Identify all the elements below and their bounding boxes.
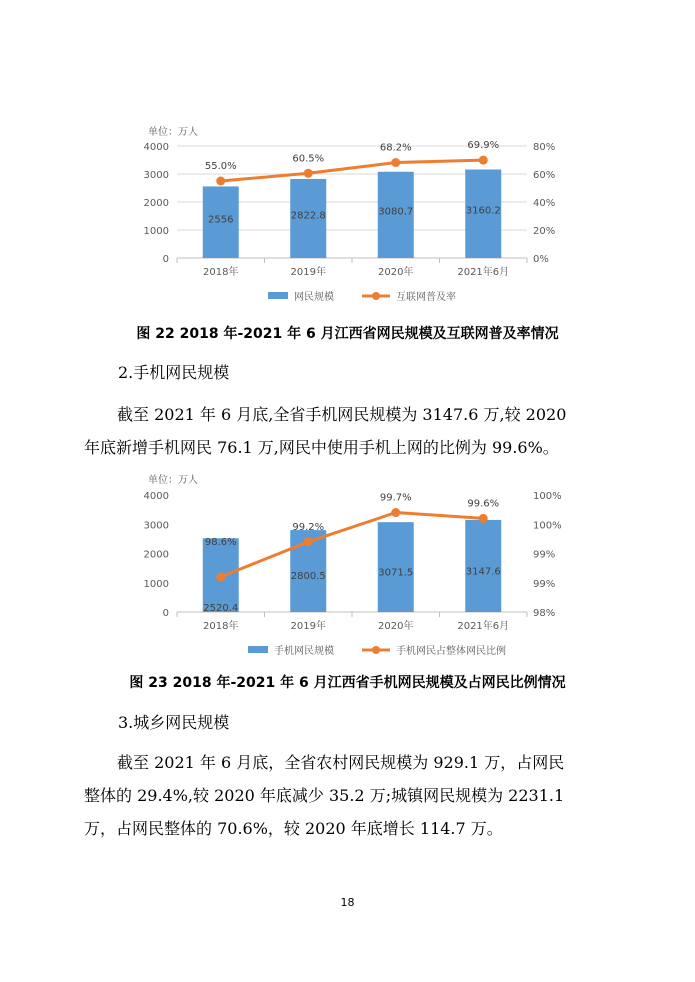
line-point [216, 177, 225, 186]
figure-23-caption: 图 23 2018 年-2021 年 6 月江西省手机网民规模及占网民比例情况 [129, 675, 566, 691]
x-tick-label: 2020年 [378, 267, 414, 278]
line-data-label: 55.0% [204, 161, 237, 172]
line-series [221, 160, 484, 181]
line-data-label: 99.2% [292, 521, 325, 533]
y-tick-label: 4000 [143, 491, 169, 502]
x-tick-label: 2021年6月 [457, 621, 510, 632]
legend-bar-label: 手机网民规模 [274, 646, 334, 657]
line-data-label: 69.9% [467, 140, 500, 152]
chart-mobile-users-svg [0, 468, 695, 668]
y-tick-label: 4000 [143, 142, 169, 153]
section-heading-urban-rural: 3.城乡网民规模 [118, 713, 230, 732]
y-tick-label: 3000 [143, 520, 169, 532]
page-number: 18 [340, 896, 355, 909]
chart-internet-users [0, 118, 695, 318]
y2-tick-label: 99% [533, 549, 556, 561]
y-tick-label: 1000 [143, 578, 169, 590]
y2-tick-label: 100% [533, 520, 562, 532]
legend-line-label: 手机网民占整体网民比例 [396, 646, 506, 657]
bar-data-label: 3147.6 [465, 566, 501, 578]
bar-data-label: 3071.5 [378, 567, 414, 579]
y-tick-label: 2000 [143, 549, 169, 561]
line-data-label: 60.5% [292, 153, 325, 165]
line-data-label: 99.7% [379, 492, 412, 504]
legend-bar-swatch [248, 646, 268, 653]
paragraph-mobile [84, 398, 612, 464]
x-tick-label: 2020年 [378, 621, 414, 632]
legend-line-marker [372, 292, 380, 300]
y2-tick-label: 20% [533, 226, 556, 237]
section-heading-mobile: 2.手机网民规模 [118, 363, 230, 382]
line-point [479, 156, 488, 165]
x-tick-label: 2018年 [203, 621, 239, 632]
figure-22-caption: 图 22 2018 年-2021 年 6 月江西省网民规模及互联网普及率情况 [136, 326, 559, 342]
y-tick-label: 0 [162, 608, 169, 619]
bar-data-label: 2800.5 [290, 571, 326, 583]
chart-mobile-users [0, 468, 695, 668]
paragraph-line: 年底新增手机网民 76.1 万,网民中使用手机上网的比例为 99.6%。 [84, 438, 559, 457]
unit-label: 单位：万人 [148, 475, 198, 486]
line-point [391, 158, 400, 167]
legend-line-label: 互联网普及率 [396, 292, 456, 303]
line-point [216, 572, 225, 581]
y-tick-label: 1000 [143, 226, 169, 237]
paragraph-line: 截至 2021 年 6 月底,全省手机网民规模为 3147.6 万,较 2020 [117, 405, 567, 424]
line-point [479, 514, 488, 523]
y-tick-label: 2000 [143, 198, 169, 209]
paragraph-line: 万，占网民整体的 70.6%，较 2020 年底增长 114.7 万。 [84, 819, 503, 838]
y2-tick-label: 99% [533, 578, 556, 590]
x-tick-label: 2018年 [203, 267, 239, 278]
y2-tick-label: 98% [533, 608, 556, 619]
y2-tick-label: 100% [533, 491, 562, 502]
legend-bar-swatch [268, 292, 288, 299]
unit-label: 单位：万人 [148, 127, 198, 138]
legend-line-marker [372, 646, 380, 654]
y-tick-label: 0 [162, 254, 169, 265]
chart-internet-users-svg [0, 118, 695, 318]
line-point [304, 537, 313, 546]
y2-tick-label: 0% [533, 254, 549, 265]
legend-bar-label: 网民规模 [294, 292, 334, 303]
x-tick-label: 2019年 [290, 267, 326, 278]
paragraph-line: 整体的 29.4%,较 2020 年底减少 35.2 万;城镇网民规模为 2231.1 [84, 786, 565, 805]
y2-tick-label: 40% [533, 198, 556, 209]
x-tick-label: 2021年6月 [457, 267, 510, 278]
line-data-label: 98.6% [204, 536, 237, 548]
line-series [221, 513, 484, 577]
line-data-label: 99.6% [467, 498, 500, 510]
line-point [304, 169, 313, 178]
bar-data-label: 2520.4 [203, 603, 239, 614]
bar-data-label: 2822.8 [290, 210, 326, 222]
y2-tick-label: 60% [533, 170, 556, 181]
paragraph-line: 截至 2021 年 6 月底，全省农村网民规模为 929.1 万，占网民 [117, 753, 565, 772]
x-tick-label: 2019年 [290, 621, 326, 632]
y2-tick-label: 80% [533, 142, 556, 153]
bar-data-label: 3160.2 [465, 205, 501, 217]
paragraph-urban-rural [84, 746, 612, 845]
bar-data-label: 2556 [208, 214, 234, 226]
line-data-label: 68.2% [379, 142, 412, 154]
bar-data-label: 3080.7 [378, 206, 414, 218]
y-tick-label: 3000 [143, 170, 169, 181]
line-point [391, 508, 400, 517]
